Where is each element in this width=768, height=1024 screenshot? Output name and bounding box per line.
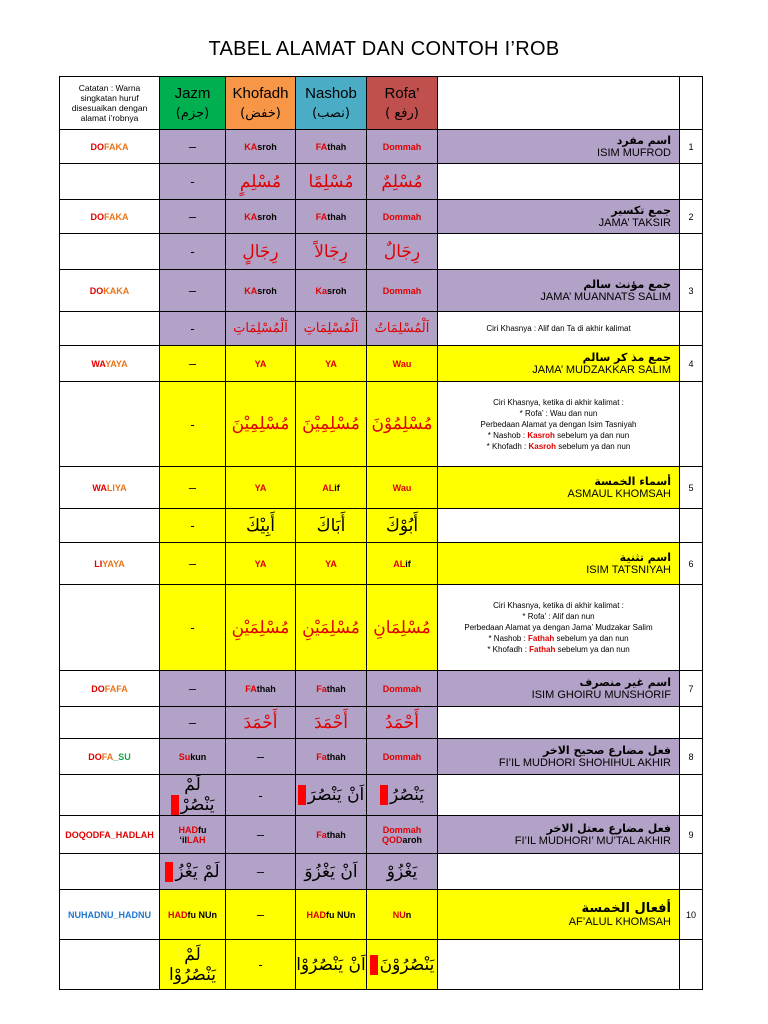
ex-jazm: - [160, 164, 226, 200]
empty-cell [680, 234, 703, 270]
ex-text: يَنْصُرُ [380, 785, 424, 805]
lbl-part: n [405, 909, 412, 920]
empty-cell [60, 312, 160, 346]
empty-cell [680, 707, 703, 739]
ex-nashob: رِجَالاً [296, 234, 367, 270]
category-cell [438, 270, 680, 312]
code-part: DO [88, 751, 102, 762]
ex-jazm: – [160, 707, 226, 739]
desc-line: * Nashob : [488, 634, 529, 643]
ex-rofa: أَبُوْكَ [367, 509, 438, 543]
irob-table [59, 76, 703, 990]
row-number: 9 [680, 816, 703, 854]
lbl-part: aroh [402, 834, 423, 845]
category-cell [438, 543, 680, 585]
category-cell [438, 739, 680, 775]
code-part: FA [103, 211, 116, 222]
category-ar: اسم غير منصرف [579, 676, 671, 689]
rofa-cell [367, 467, 438, 509]
category-ar: أسماء الخمسة [594, 475, 671, 488]
ex-jazm: - [160, 382, 226, 467]
lbl-part: if [405, 558, 411, 569]
code-cell [60, 671, 160, 707]
category-ar: جمع مذ كر سالم [582, 351, 671, 364]
table-row [60, 130, 703, 164]
code-cell [60, 346, 160, 382]
desc-line: sebelum ya dan nun [554, 430, 630, 440]
example-row [60, 585, 703, 671]
lbl-part: LAH [187, 834, 206, 845]
code-part: KA [116, 285, 130, 296]
ex-rofa: اَلْمُسْلِمَاتُ [367, 312, 438, 346]
empty-cell [60, 585, 160, 671]
khofadh-cell: YA [226, 543, 296, 585]
category-latin: JAMA’ MUDZAKKAR SALIM [532, 364, 671, 376]
category-cell [438, 816, 680, 854]
nashob-cell [296, 816, 367, 854]
ex-text: لَمْ يَنْصُرْ [171, 775, 215, 815]
header-nashob-ar: (نصب) [312, 105, 350, 121]
empty-cell [680, 382, 703, 467]
category-latin: ISIM GHOIRU MUNSHORIF [531, 689, 671, 701]
khofadh-cell: – [226, 890, 296, 940]
example-row [60, 234, 703, 270]
empty-cell [438, 940, 680, 990]
empty-cell [60, 509, 160, 543]
code-part: DO [90, 211, 104, 222]
ex-khofadh: - [226, 940, 296, 990]
khofadh-cell: – [226, 816, 296, 854]
empty-cell [60, 382, 160, 467]
code-cell: DOQODFA_HADLAH [60, 816, 160, 854]
empty-cell [438, 234, 680, 270]
ex-khofadh: - [226, 775, 296, 816]
table-row [60, 671, 703, 707]
nashob-cell [296, 671, 367, 707]
lbl-part: Fa [316, 751, 327, 762]
lbl-part: sroh [327, 285, 347, 296]
category-cell [438, 671, 680, 707]
khofadh-cell [226, 200, 296, 234]
lbl-part: Wa [392, 482, 406, 493]
ex-rofa [367, 940, 438, 990]
ex-khofadh: مُسْلِمٍ [226, 164, 296, 200]
khofadh-cell [226, 270, 296, 312]
category-cell [438, 890, 680, 940]
category-latin: FI’IL MUDHORI’ MU’TAL AKHIR [514, 835, 671, 847]
lbl-part: fu NUn [187, 909, 217, 920]
desc-line: * Rofa’ : Alif dan nun [522, 612, 595, 621]
rofa-cell [367, 543, 438, 585]
desc-line: Perbedaan Alamat ya dengan Jama’ Mudzakar Salim [464, 623, 653, 632]
header-empty-num [680, 77, 703, 130]
table-row [60, 467, 703, 509]
jazm-cell: – [160, 200, 226, 234]
category-cell [438, 467, 680, 509]
empty-cell [60, 940, 160, 990]
category-ar: اسم مفرد [616, 134, 671, 147]
example-row [60, 164, 703, 200]
lbl-part: NU [392, 909, 406, 920]
row-number: 2 [680, 200, 703, 234]
ex-khofadh: اَلْمُسْلِمَاتِ [226, 312, 296, 346]
ex-khofadh: أَحْمَدَ [226, 707, 296, 739]
jazm-cell [160, 890, 226, 940]
empty-cell [438, 775, 680, 816]
description [438, 382, 680, 467]
row-number: 8 [680, 739, 703, 775]
ex-text: يَنْصُرُوْنَ [370, 955, 435, 975]
lbl-part: HAD [168, 909, 188, 920]
nashob-cell [296, 739, 367, 775]
code-part: YA [113, 558, 125, 569]
code-part: WA [92, 482, 107, 493]
ex-rofa: رِجَالٌ [367, 234, 438, 270]
lbl-part: Su [178, 751, 191, 762]
code-part: YA [114, 482, 127, 493]
jazm-cell: – [160, 467, 226, 509]
ex-nashob: اَنْ يَغْزُوَ [296, 854, 367, 890]
example-row [60, 509, 703, 543]
code-cell [60, 467, 160, 509]
ex-jazm: - [160, 585, 226, 671]
category-latin: AF’ALUL KHOMSAH [568, 916, 671, 928]
ex-jazm [160, 775, 226, 816]
lbl-part: fu [198, 824, 207, 835]
code-part: YA [102, 558, 114, 569]
empty-cell [680, 940, 703, 990]
empty-cell [60, 854, 160, 890]
desc-line: * Nashob : [487, 430, 528, 440]
jazm-cell: – [160, 543, 226, 585]
desc-highlight: Kasroh [528, 441, 557, 451]
ex-nashob: أَبَاكَ [296, 509, 367, 543]
empty-cell [680, 509, 703, 543]
category-latin: ASMAUL KHOMSAH [567, 488, 671, 500]
code-part: KA [103, 285, 117, 296]
ex-khofadh: – [226, 854, 296, 890]
lbl-part: thah [326, 829, 346, 840]
ex-jazm [160, 854, 226, 890]
rofa-cell: Dommah [367, 671, 438, 707]
empty-cell [438, 854, 680, 890]
code-part: DO [90, 141, 104, 152]
jazm-cell: – [160, 671, 226, 707]
code-part: KA [115, 141, 129, 152]
header-jazm-label: Jazm [174, 84, 211, 102]
code-part: WA [91, 358, 106, 369]
example-row [60, 854, 703, 890]
ex-nashob: اَنْ يَنْصُرُوْا [296, 940, 367, 990]
rofa-cell: Dommah [367, 270, 438, 312]
lbl-part: FA [315, 141, 328, 152]
empty-cell [438, 509, 680, 543]
ex-jazm: - [160, 509, 226, 543]
code-part: _SU [113, 751, 131, 762]
empty-cell [438, 164, 680, 200]
example-row [60, 775, 703, 816]
header-nashob [296, 77, 367, 130]
desc-line: sebelum ya dan nun [554, 634, 629, 643]
desc-line: sebelum ya dan nun [556, 441, 631, 451]
row-number: 3 [680, 270, 703, 312]
desc-line: Perbedaan Alamat ya dengan Isim Tasniyah [480, 419, 637, 429]
empty-cell [680, 585, 703, 671]
table-row [60, 890, 703, 940]
ex-text: اَنْ يَنْصُرَ [298, 785, 365, 805]
jazm-cell: – [160, 346, 226, 382]
lbl-part: HAD [306, 909, 326, 920]
category-ar: جمع مؤنث سالم [583, 278, 671, 291]
jazm-cell: – [160, 130, 226, 164]
ex-rofa [367, 775, 438, 816]
rofa-cell: Dommah [367, 200, 438, 234]
lbl-part: KA [244, 211, 258, 222]
category-ar: اسم تثنية [619, 551, 671, 564]
khofadh-cell [226, 130, 296, 164]
code-part: YA [115, 358, 128, 369]
description [438, 585, 680, 671]
code-cell [60, 270, 160, 312]
lbl-part: Fa [316, 829, 327, 840]
lbl-part: FA [245, 683, 257, 694]
ex-jazm: لَمْ يَنْصُرُوْا [160, 940, 226, 990]
category-latin: ISIM TATSNIYAH [586, 564, 671, 576]
example-row [60, 312, 703, 346]
category-ar: فعل مضارع صحيح الاخر [542, 744, 671, 757]
example-row [60, 707, 703, 739]
lbl-part: AL [393, 558, 406, 569]
lbl-part: Dommah [382, 824, 422, 835]
desc-highlight: Kasroh [527, 430, 555, 440]
row-number: 4 [680, 346, 703, 382]
code-part: LI [106, 482, 115, 493]
desc-line: * Rofa’ : Wau dan nun [519, 408, 598, 418]
empty-cell [60, 707, 160, 739]
code-part: FA [104, 683, 117, 694]
jazm-cell: – [160, 270, 226, 312]
header-row [60, 77, 703, 130]
ex-rofa: أَحْمَدُ [367, 707, 438, 739]
ex-khofadh: مُسْلِمِيْنَ [226, 382, 296, 467]
table-row [60, 200, 703, 234]
code-part: FA [103, 141, 116, 152]
empty-cell [680, 854, 703, 890]
code-cell [60, 543, 160, 585]
desc-line: Ciri Khasnya, ketika di akhir kalimat : [493, 601, 624, 610]
category-ar: فعل مضارع معتل الاخر [546, 822, 671, 835]
code-cell: NUHADNU_HADNU [60, 890, 160, 940]
category-ar: أفعال الخمسة [581, 901, 671, 916]
empty-cell [60, 234, 160, 270]
header-empty [438, 77, 680, 130]
rofa-cell: Dommah [367, 739, 438, 775]
ex-text: لَمْ يَغْزُ [165, 862, 219, 882]
desc-highlight: Fathah [529, 645, 556, 654]
desc-line: sebelum ya dan nun [555, 645, 630, 654]
ex-jazm: - [160, 312, 226, 346]
lbl-part: KA [244, 141, 258, 152]
empty-cell [680, 164, 703, 200]
category-latin: JAMA’ MUANNATS SALIM [540, 291, 671, 303]
empty-cell [438, 707, 680, 739]
header-rofa-label: Rofa’ [384, 84, 420, 102]
lbl-part: fu NUn [326, 909, 356, 920]
table-row [60, 543, 703, 585]
ex-nashob: مُسْلِمِيْنَ [296, 382, 367, 467]
header-khofadh-ar: (خفض) [240, 105, 281, 121]
empty-cell [60, 164, 160, 200]
code-part: YA [105, 358, 116, 369]
nashob-cell [296, 130, 367, 164]
lbl-part: Wa [392, 358, 406, 369]
category-latin: ISIM MUFROD [597, 147, 671, 159]
header-khofadh-label: Khofadh [232, 84, 289, 102]
lbl-part: FA [315, 211, 328, 222]
khofadh-cell: – [226, 739, 296, 775]
header-jazm [160, 77, 226, 130]
lbl-part: if [334, 482, 340, 493]
ex-khofadh: رِجَالٍ [226, 234, 296, 270]
header-jazm-ar: (جزم) [175, 105, 210, 121]
ex-nashob: مُسْلِمَيْنِ [296, 585, 367, 671]
row-number: 1 [680, 130, 703, 164]
rofa-cell [367, 890, 438, 940]
ex-nashob: أَحْمَدَ [296, 707, 367, 739]
header-rofa-ar: ( رفع) [385, 105, 419, 121]
nashob-cell [296, 467, 367, 509]
table-row [60, 346, 703, 382]
lbl-part: AL [322, 482, 335, 493]
desc-line: Ciri Khasnya, ketika di akhir kalimat : [493, 397, 624, 407]
code-part: KA [115, 211, 129, 222]
code-part: FA [116, 683, 128, 694]
ex-khofadh: مُسْلِمَيْنِ [226, 585, 296, 671]
header-khofadh [226, 77, 296, 130]
ex-nashob [296, 775, 367, 816]
lbl-part: HAD [178, 824, 198, 835]
ex-nashob: مُسْلِمًا [296, 164, 367, 200]
jazm-cell [160, 816, 226, 854]
nashob-cell [296, 200, 367, 234]
code-part: FA [101, 751, 114, 762]
ex-khofadh: أَبِيْكَ [226, 509, 296, 543]
ex-jazm: - [160, 234, 226, 270]
rofa-cell [367, 816, 438, 854]
code-cell [60, 200, 160, 234]
code-part: DO [91, 683, 105, 694]
nashob-cell [296, 890, 367, 940]
nashob-cell: YA [296, 543, 367, 585]
lbl-part: thah [256, 683, 276, 694]
category-latin: JAMA’ TAKSIR [598, 217, 671, 229]
lbl-part: Ka [315, 285, 327, 296]
lbl-part: KA [244, 285, 258, 296]
description: Ciri Khasnya : Alif dan Ta di akhir kalimat [438, 312, 680, 346]
rofa-cell: Dommah [367, 130, 438, 164]
table-row [60, 270, 703, 312]
khofadh-cell: YA [226, 346, 296, 382]
table-row [60, 739, 703, 775]
header-nashob-label: Nashob [305, 84, 357, 102]
lbl-part: ‘il [179, 834, 187, 845]
lbl-part: thah [327, 211, 347, 222]
lbl-part: u [405, 482, 412, 493]
lbl-part: u [405, 358, 412, 369]
category-latin: FI’IL MUDHORI SHOHIHUL AKHIR [498, 757, 671, 769]
rofa-cell [367, 346, 438, 382]
ex-rofa: مُسْلِمُوْنَ [367, 382, 438, 467]
empty-cell [60, 775, 160, 816]
category-cell [438, 130, 680, 164]
category-cell [438, 200, 680, 234]
lbl-part: sroh [257, 211, 277, 222]
ex-rofa: يَغْزُوْ [367, 854, 438, 890]
lbl-part: thah [326, 751, 346, 762]
jazm-cell [160, 739, 226, 775]
code-cell [60, 130, 160, 164]
desc-line: * Khofadh : [486, 441, 529, 451]
lbl-part: QOD [381, 834, 403, 845]
lbl-part: thah [327, 141, 347, 152]
desc-highlight: Fathah [528, 634, 555, 643]
example-row [60, 940, 703, 990]
code-part: DO [89, 285, 104, 296]
empty-cell [680, 312, 703, 346]
ex-rofa: مُسْلِمَانِ [367, 585, 438, 671]
lbl-part: sroh [257, 285, 277, 296]
khofadh-cell [226, 671, 296, 707]
nashob-cell [296, 270, 367, 312]
row-number: 7 [680, 671, 703, 707]
khofadh-cell: YA [226, 467, 296, 509]
row-number: 6 [680, 543, 703, 585]
code-part: LI [94, 558, 103, 569]
example-row [60, 382, 703, 467]
lbl-part: kun [190, 751, 207, 762]
desc-line: * Khofadh : [487, 645, 530, 654]
header-rofa [367, 77, 438, 130]
lbl-part: Fa [316, 683, 327, 694]
nashob-cell: YA [296, 346, 367, 382]
ex-nashob: اَلْمُسْلِمَاتِ [296, 312, 367, 346]
category-ar: جمع تكسير [611, 204, 671, 217]
ex-rofa: مُسْلِمٌ [367, 164, 438, 200]
table-row [60, 816, 703, 854]
lbl-part: sroh [257, 141, 277, 152]
row-number: 5 [680, 467, 703, 509]
code-cell [60, 739, 160, 775]
row-number: 10 [680, 890, 703, 940]
empty-cell [680, 775, 703, 816]
category-cell [438, 346, 680, 382]
lbl-part: thah [326, 683, 346, 694]
color-note: Catatan : Warna singkatan huruf disesuaikan dengan alamat i’robnya [60, 77, 160, 130]
page-title: TABEL ALAMAT DAN CONTOH I’ROB [208, 38, 560, 60]
